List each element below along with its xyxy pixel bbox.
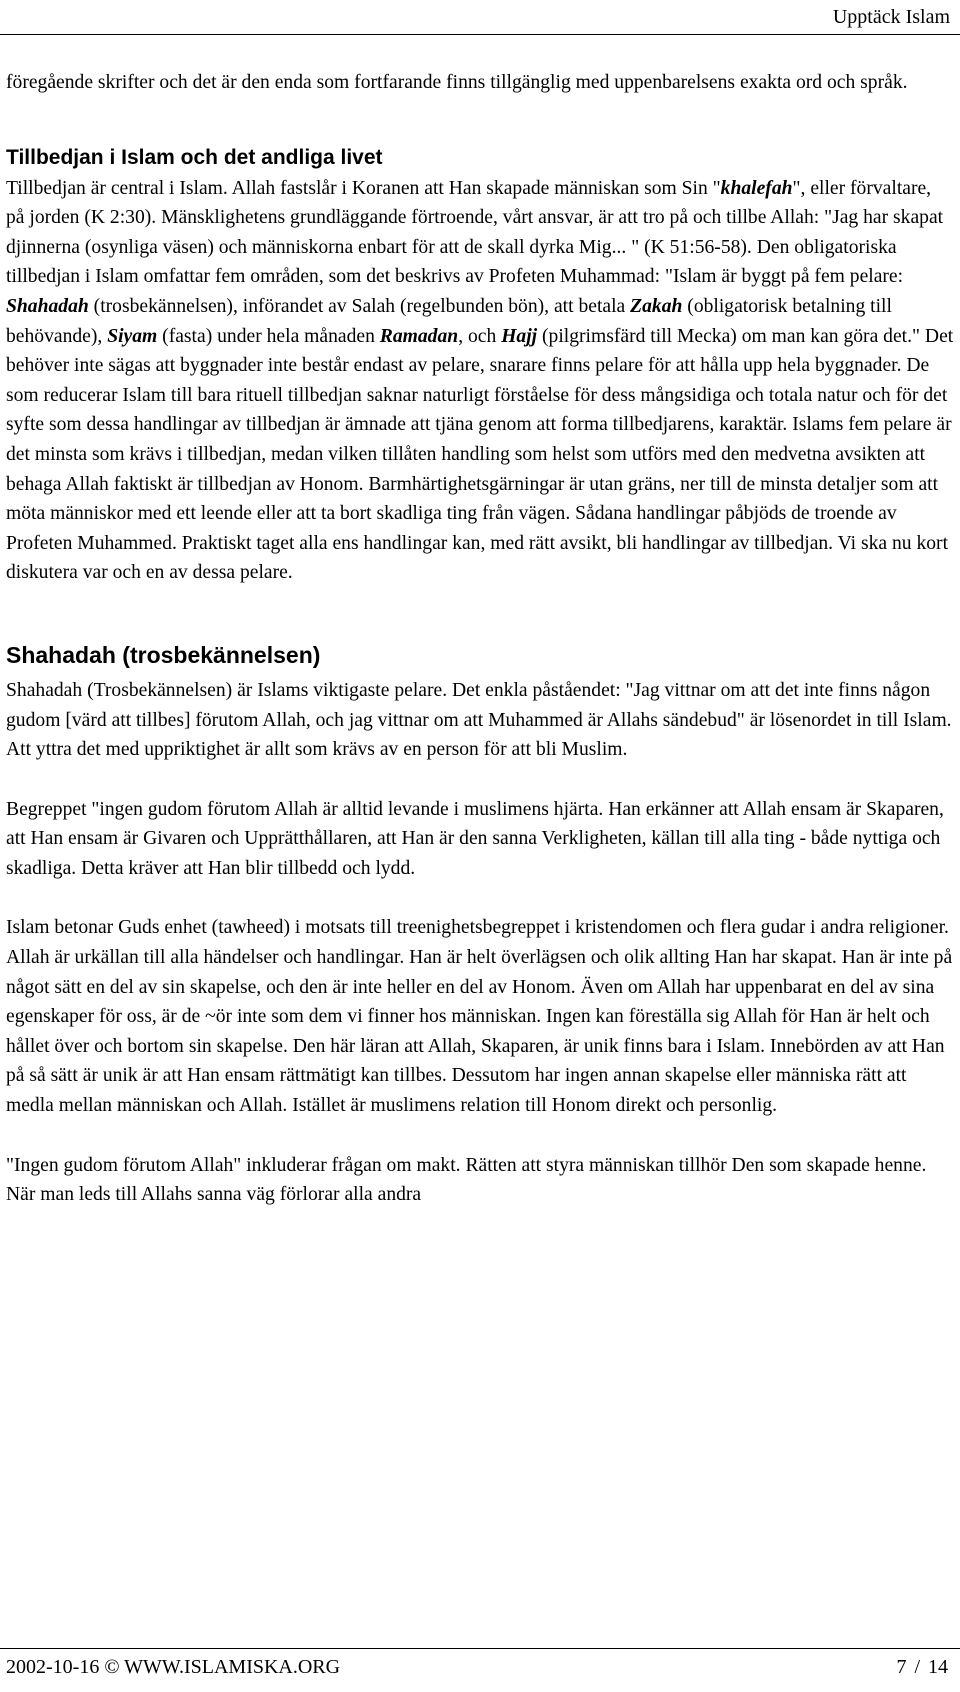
footer-source	[6, 1656, 340, 1679]
document-body	[6, 68, 954, 1210]
page-separator: /	[914, 1656, 920, 1678]
paragraph-shahadah-4: "Ingen gudom förutom Allah" inkluderar frågan om makt. Rätten att styra människan tillhör Den som skapade henne. När man leds till Allahs sanna väg förlorar alla andra	[6, 1154, 927, 1206]
footer-date: 2002-10-16	[6, 1656, 100, 1678]
intro-paragraph: föregående skrifter och det är den enda som fortfarande finns tillgänglig med uppenbarelsens exakta ord och språk.	[6, 72, 908, 93]
text-run: Tillbedjan är central i Islam. Allah fastslår i Koranen att Han skapade människan som Sin "	[6, 177, 721, 199]
footer-divider	[0, 1648, 960, 1649]
term-zakah: Zakah	[630, 295, 683, 317]
text-run: ", eller förvaltare, på jorden (K 2:30). Mänsklighetens grundläggande förtroende, vårt ansvar, är att tro på och tillbe Allah: "Jag har skapat djinnerna (osynliga väsen) och människorna enbart för att de skall dyrka Mig... " (K 51:56-58). Den obligatoriska tillbedjan i Islam omfattar fem områden, som det beskrivs av Profeten Muhammad: "Islam är byggt på fem pelare:	[6, 177, 944, 288]
term-siyam: Siyam	[107, 325, 158, 347]
footer-site: WWW.ISLAMISKA.ORG	[124, 1656, 341, 1678]
text-run: (fasta) under hela månaden	[157, 325, 380, 347]
page-current: 7	[896, 1656, 907, 1678]
text-run: , och	[458, 325, 502, 347]
running-header-title: Upptäck Islam	[832, 6, 950, 28]
term-ramadan: Ramadan	[379, 325, 459, 347]
text-run: (trosbekännelsen), införandet av Salah (regelbunden bön), att betala	[88, 295, 631, 317]
text-run: (pilgrimsfärd till Mecka) om man kan göra det." Det behöver inte sägas att byggnader inte består endast av pelare, snarare finns pelare för att hålla upp hela byggnader. De som reducerar Islam till bara rituell tillbedjan saknar naturligt förståelse för dess mångsidiga och totala natur och för det syfte som dessa handlingar av tillbedjan är ämnade att tjäna genom att forma tillbedjarens, karaktär. Islams fem pelare är det minsta som krävs i tillbedjan, medan vilken tillåten handling som helst som utförs med den medvetna avsikten att behaga Allah faktiskt är tillbedjan av Honom. Barmhärtighetsgärningar är utan gräns, ner till de minsta detaljer som att möta människor med ett leende eller att ta bort skadliga ting från vägen. Sådana handlingar påbjöds de troende av Profeten Muhammed. Praktiskt taget alla ens handlingar kan, med rätt avsikt, bli handlingar av tillbedjan. Vi ska nu kort diskutera var och en av dessa pelare.	[6, 325, 954, 584]
page-header	[0, 0, 960, 34]
page-total: 14	[928, 1656, 948, 1678]
paragraph-shahadah-1: Shahadah (Trosbekännelsen) är Islams viktigaste pelare. Det enkla påståendet: "Jag vittnar om att det inte finns någon gudom [värd att tillbes] förutom Allah, och jag vittnar om att Muhammed är Allahs sändebud" är lösenordet in till Islam. Att yttra det med uppriktighet är allt som krävs av en person för att bli Muslim.	[6, 679, 952, 761]
page-footer	[0, 1648, 960, 1692]
paragraph-shahadah-3: Islam betonar Guds enhet (tawheed) i motsats till treenighetsbegreppet i kristendomen och flera gudar i andra religioner. Allah är urkällan till alla händelser och handlingar. Han är helt överlägsen och olik allting Han har skapat. Han är inte på något sätt en del av sin skapelse, och den är inte heller en del av Honom. Även om Allah har uppenbarat en del av sina egenskaper för oss, är de ~ör inte som dem vi finner hos människan. Ingen kan föreställa sig Allah för Han är helt och hållet över och bortom sin skapelse. Den här läran att Allah, Skaparen, är unik finns bara i Islam. Innebörden av att Han på så sätt är unik är att Han ensam rättmätigt kan tillbes. Dessutom har ingen annan skapelse eller människa rätt att medla mellan människan och Allah. Istället är muslimens relation till Honom direkt och personlig.	[6, 917, 953, 1117]
paragraph-shahadah-2: Begreppet "ingen gudom förutom Allah är alltid levande i muslimens hjärta. Han erkänner att Allah ensam är Skaparen, att Han ensam är Givaren och Upprätthållaren, att Han är den sanna Verkligheten, källan till alla ting - både nyttiga och skadliga. Detta kräver att Han blir tillbedd och lydd.	[6, 798, 944, 879]
term-hajj: Hajj	[501, 325, 538, 347]
section-heading-shahadah: Shahadah (trosbekännelsen)	[6, 641, 321, 668]
paragraph-tillbedjan	[6, 174, 954, 588]
copyright-icon: ©	[104, 1656, 120, 1678]
page-number	[896, 1656, 948, 1679]
term-khalefah: khalefah	[720, 177, 793, 199]
section-heading-tillbedjan: Tillbedjan i Islam och det andliga livet	[6, 145, 383, 169]
header-divider	[0, 34, 960, 35]
term-shahadah: Shahadah	[6, 295, 89, 317]
text-run: (obligatorisk betalning till behövande),	[6, 295, 892, 347]
